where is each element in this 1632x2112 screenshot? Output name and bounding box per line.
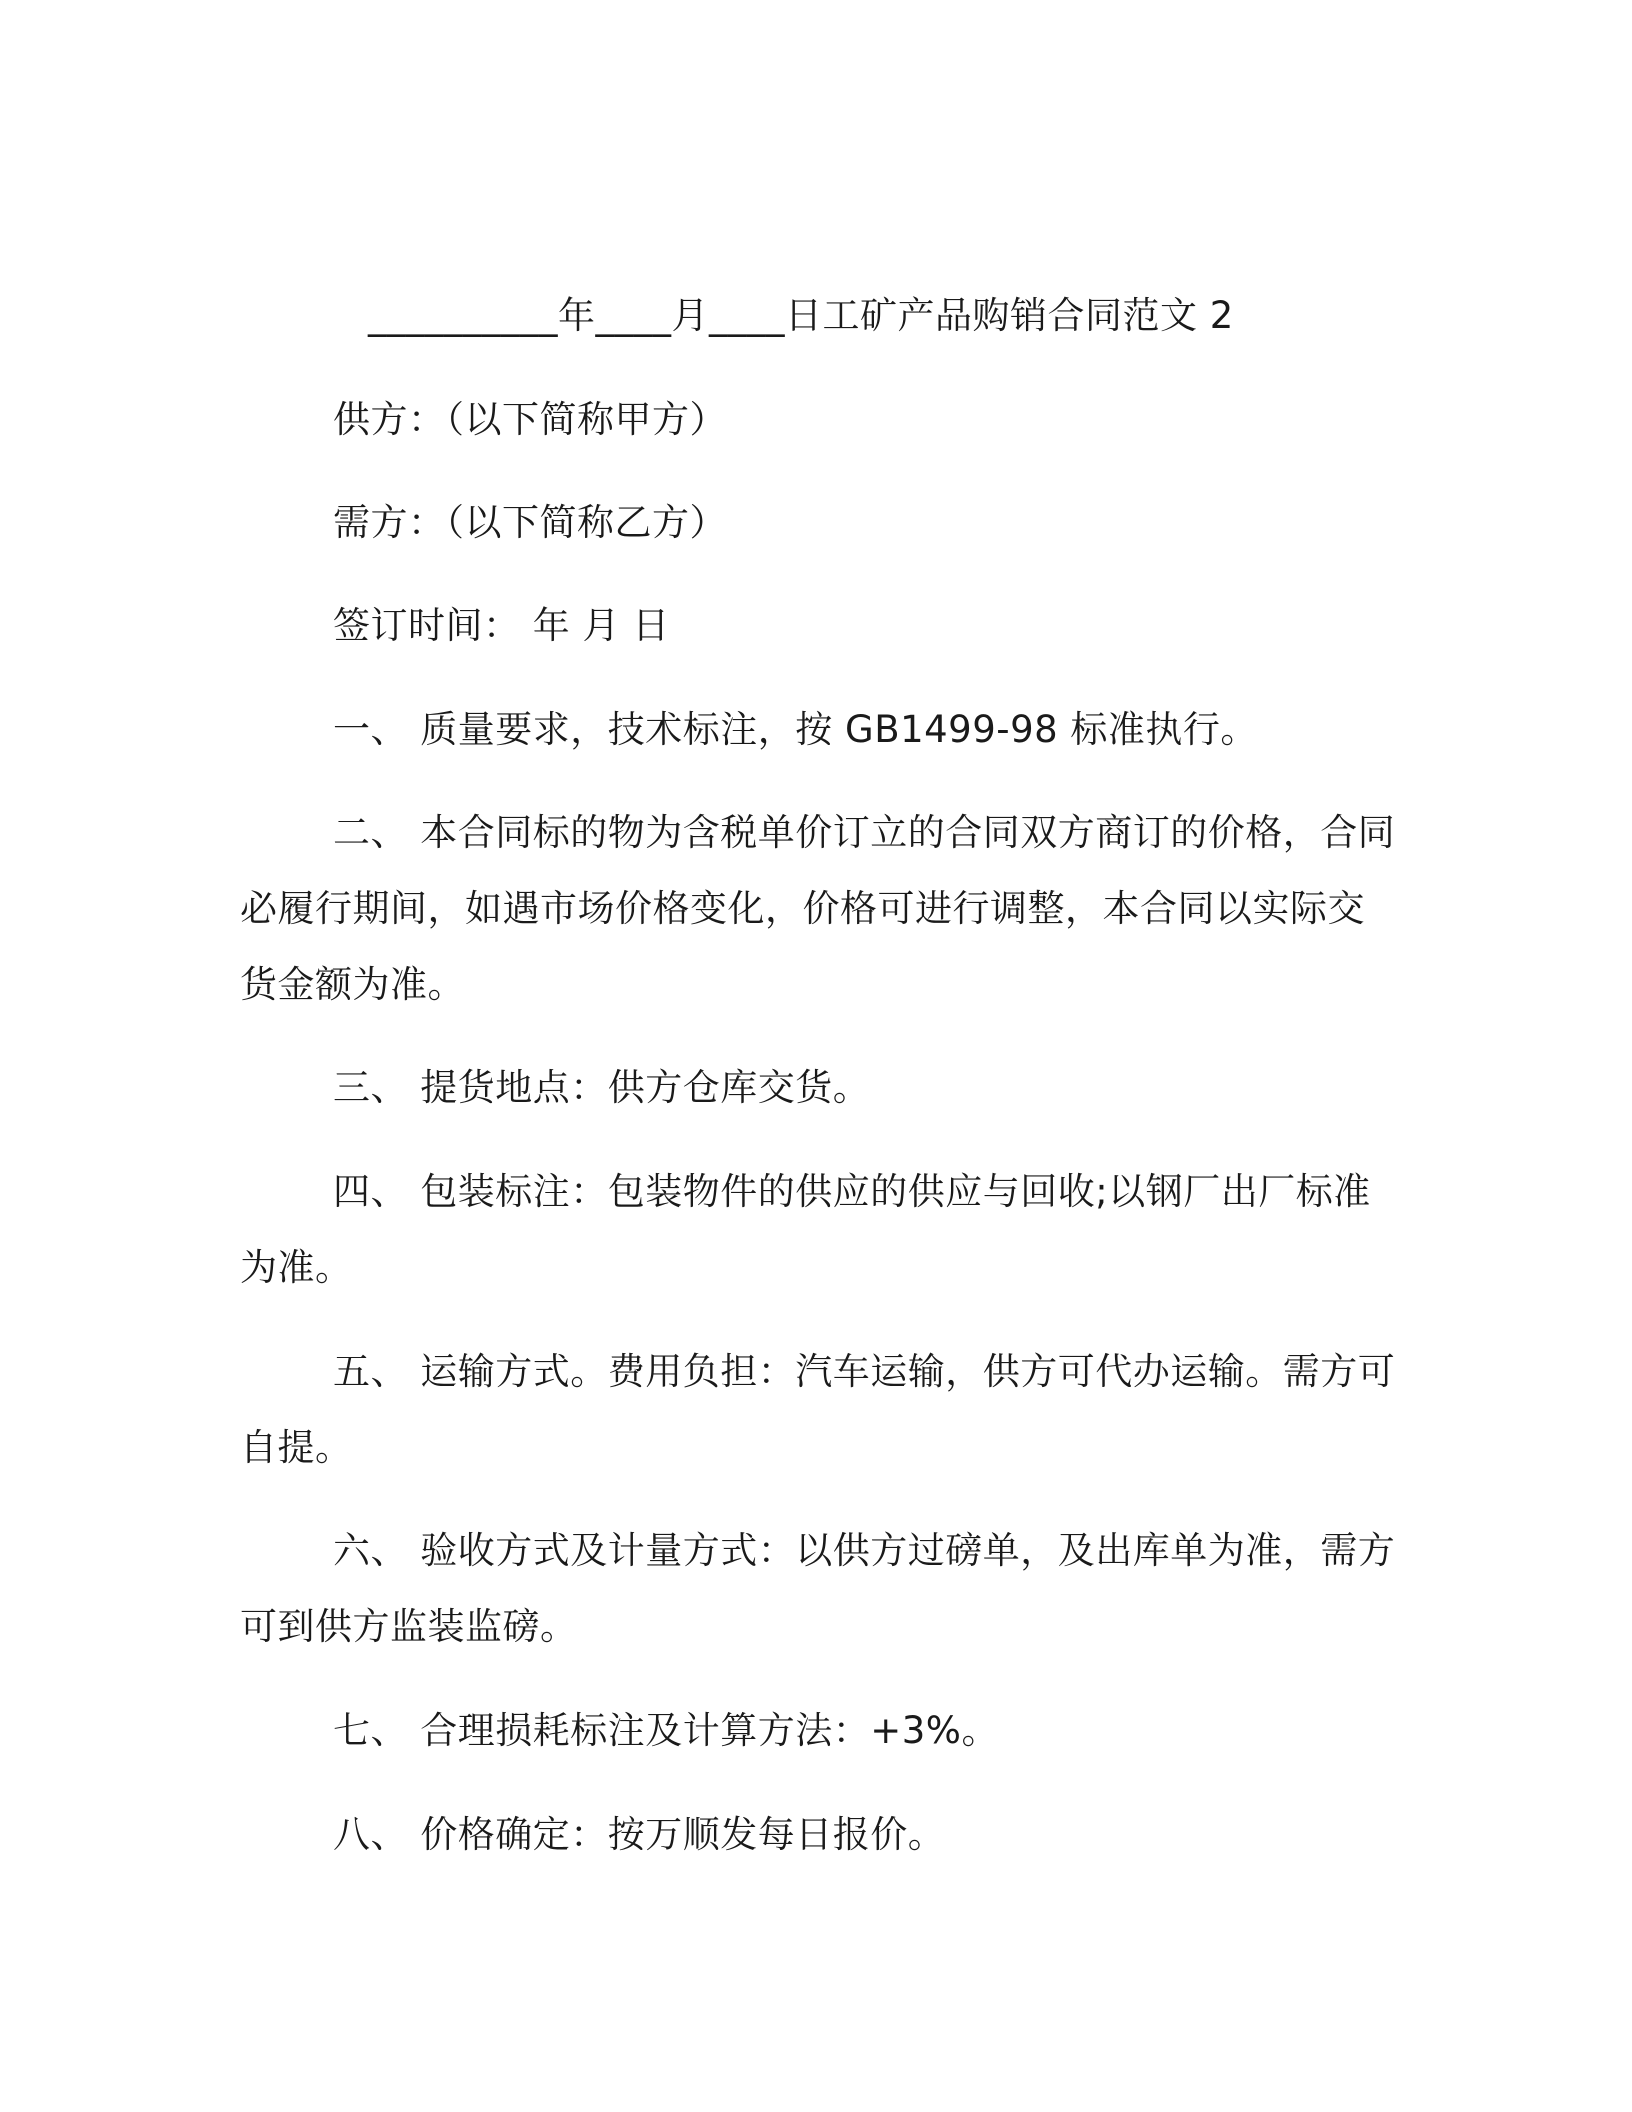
clause-4-line-2: 为准。 xyxy=(240,1246,353,1289)
clause-8: 八、 价格确定：按万顺发每日报价。 xyxy=(333,1813,946,1856)
clause-4-line-1: 四、 包装标注：包装物件的供应的供应与回收;以钢厂出厂标准 xyxy=(333,1170,1371,1213)
clause-7: 七、 合理损耗标注及计算方法：+3%。 xyxy=(333,1709,999,1752)
clause-2-line-1: 二、 本合同标的物为含税单价订立的合同双方商订的价格，合同 xyxy=(333,811,1396,854)
clause-2-line-3: 货金额为准。 xyxy=(240,963,465,1006)
supplier-line: 供方：（以下简称甲方） xyxy=(333,398,727,441)
signing-date-line: 签订时间： 年 月 日 xyxy=(333,604,670,647)
clause-3: 三、 提货地点：供方仓库交货。 xyxy=(333,1066,871,1109)
buyer-line: 需方：（以下简称乙方） xyxy=(333,501,727,544)
clause-1: 一、 质量要求，技术标注，按 GB1499-98 标准执行。 xyxy=(333,708,1258,751)
clause-5-line-1: 五、 运输方式。费用负担：汽车运输，供方可代办运输。需方可 xyxy=(333,1350,1396,1393)
clause-5-line-2: 自提。 xyxy=(240,1426,353,1469)
clause-2-line-2: 必履行期间，如遇市场价格变化，价格可进行调整，本合同以实际交 xyxy=(240,887,1365,930)
clause-6-line-1: 六、 验收方式及计量方式：以供方过磅单，及出库单为准，需方 xyxy=(333,1529,1396,1572)
clause-6-line-2: 可到供方监装监磅。 xyxy=(240,1605,578,1648)
document-title: __________年____月____日工矿产品购销合同范文 2 xyxy=(368,294,1234,337)
